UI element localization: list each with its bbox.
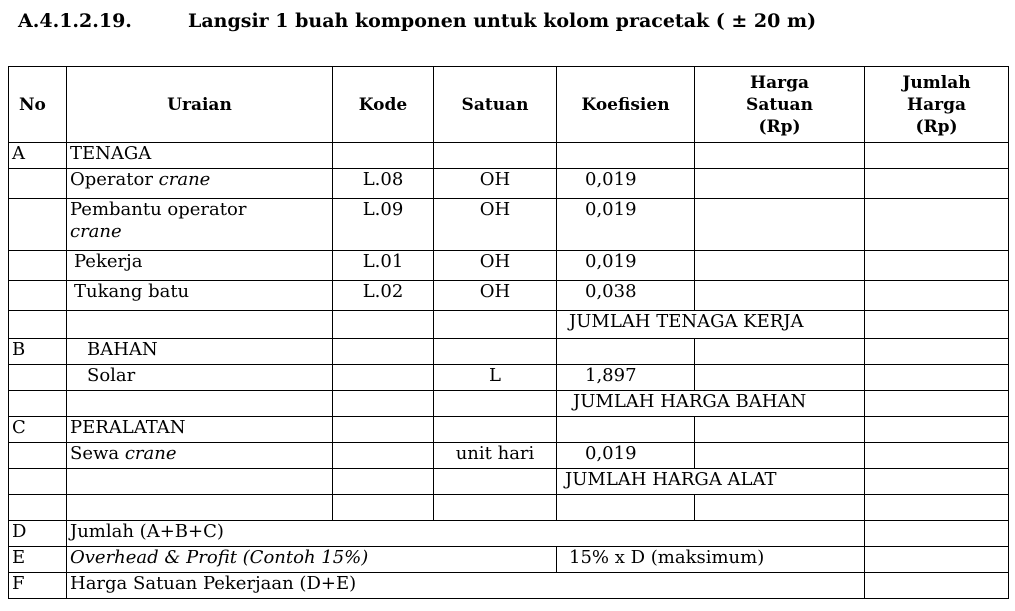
summary-no: E [9, 547, 67, 573]
header-jumlah-harga [865, 67, 1009, 143]
satuan-cell: unit hari [434, 443, 557, 469]
empty-row [9, 495, 1009, 521]
total-label: JUMLAH HARGA BAHAN [557, 391, 865, 417]
satuan-cell: L [434, 365, 557, 391]
table-row [9, 199, 1009, 251]
koefisien-cell: 0,019 [557, 251, 695, 281]
header-harga-satuan-line: (Rp) [758, 116, 801, 137]
header-jumlah-harga-line: Harga [907, 94, 966, 115]
summary-value: 15% x D (maksimum) [557, 547, 865, 573]
summary-row-e [9, 547, 1009, 573]
satuan-cell: OH [434, 251, 557, 281]
summary-no: D [9, 521, 67, 547]
koefisien-cell: 0,019 [557, 169, 695, 199]
kode-cell: L.01 [333, 251, 434, 281]
header-harga-satuan-line: Satuan [746, 94, 813, 115]
section-label: TENAGA [67, 143, 333, 169]
koefisien-cell: 1,897 [557, 365, 695, 391]
uraian-cell: Sewa crane [67, 443, 333, 469]
document-title [18, 10, 816, 32]
total-row [9, 391, 1009, 417]
satuan-cell: OH [434, 199, 557, 251]
total-row [9, 469, 1009, 495]
total-row [9, 311, 1009, 339]
header-koefisien: Koefisien [557, 67, 695, 143]
uraian-cell: Operator crane [67, 169, 333, 199]
koefisien-cell: 0,038 [557, 281, 695, 311]
price-analysis-table [8, 66, 1009, 599]
section-no: C [9, 417, 67, 443]
header-uraian: Uraian [67, 67, 333, 143]
uraian-cell: Solar [67, 365, 333, 391]
kode-cell: L.09 [333, 199, 434, 251]
uraian-cell: Tukang batu [67, 281, 333, 311]
koefisien-cell: 0,019 [557, 443, 695, 469]
section-label: PERALATAN [67, 417, 333, 443]
header-harga-satuan-line: Harga [750, 72, 809, 93]
title-text: Langsir 1 buah komponen untuk kolom pracetak ( ± 20 m) [188, 10, 817, 32]
satuan-cell: OH [434, 169, 557, 199]
summary-label: Harga Satuan Pekerjaan (D+E) [67, 573, 865, 599]
section-row-c [9, 417, 1009, 443]
summary-label: Jumlah (A+B+C) [67, 521, 865, 547]
section-row-a [9, 143, 1009, 169]
uraian-cell: Pekerja [67, 251, 333, 281]
kode-cell: L.02 [333, 281, 434, 311]
table-row [9, 365, 1009, 391]
section-no: A [9, 143, 67, 169]
summary-row-f [9, 573, 1009, 599]
table-row [9, 251, 1009, 281]
total-label: JUMLAH HARGA ALAT [557, 469, 865, 495]
satuan-cell: OH [434, 281, 557, 311]
table-row [9, 443, 1009, 469]
header-jumlah-harga-line: (Rp) [915, 116, 958, 137]
header-jumlah-harga-line: Jumlah [902, 72, 971, 93]
header-no: No [9, 67, 67, 143]
header-row [9, 67, 1009, 143]
summary-row-d [9, 521, 1009, 547]
section-no: B [9, 339, 67, 365]
header-satuan: Satuan [434, 67, 557, 143]
summary-label: Overhead & Profit (Contoh 15%) [67, 547, 557, 573]
section-row-b [9, 339, 1009, 365]
section-label: BAHAN [67, 339, 333, 365]
title-number: A.4.1.2.19. [18, 10, 132, 32]
koefisien-cell: 0,019 [557, 199, 695, 251]
kode-cell: L.08 [333, 169, 434, 199]
table-row [9, 281, 1009, 311]
uraian-cell: Pembantu operator crane [67, 199, 333, 251]
summary-no: F [9, 573, 67, 599]
table-row [9, 169, 1009, 199]
header-harga-satuan [695, 67, 865, 143]
total-label: JUMLAH TENAGA KERJA [557, 311, 865, 339]
header-kode: Kode [333, 67, 434, 143]
